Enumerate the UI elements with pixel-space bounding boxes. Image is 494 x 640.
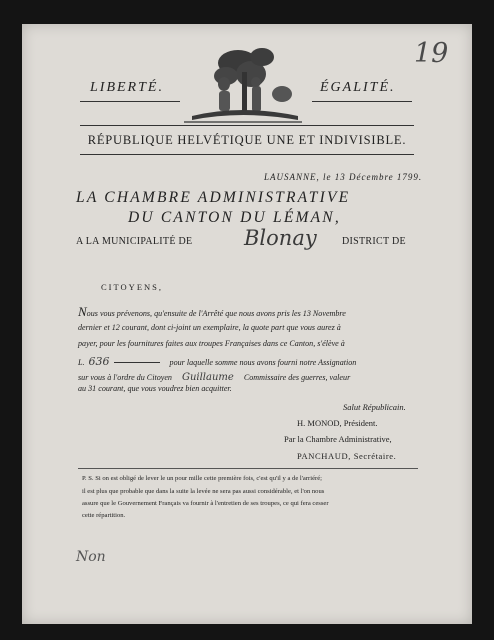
body-line-2: dernier et 12 courant, dont ci-joint un exemplaire, la quote part que vous aurez à <box>78 323 341 332</box>
motto-egalite: ÉGALITÉ. <box>320 80 396 95</box>
body-text: pour laquelle somme nous avons fourni notre Assignation <box>169 358 357 367</box>
canton-title: DU CANTON DU LÉMAN, <box>128 209 341 226</box>
secretary-signature: PANCHAUD, Secrétaire. <box>297 451 397 461</box>
republic-emblem <box>178 44 308 126</box>
postscript-rule <box>78 468 418 469</box>
republic-heading: RÉPUBLIQUE HELVÉTIQUE UNE ET INDIVISIBLE. <box>87 133 407 147</box>
republic-rule-bottom <box>80 154 414 155</box>
motto-underline-left <box>80 101 180 102</box>
postscript-line-3: assure que le Gouvernement Français va fournir à l'entretien de ses troupes, ce qui fera cesser <box>82 500 329 507</box>
amount-value: 636 <box>88 355 110 368</box>
motto-liberte: LIBERTÉ. <box>90 80 164 95</box>
postscript-line-4: cette répartition. <box>82 512 126 519</box>
salutation: CITOYENS, <box>101 282 163 292</box>
currency-prefix: L. <box>78 358 85 367</box>
body-line-1 <box>78 303 346 321</box>
president-signature: H. MONOD, Président. <box>297 418 378 428</box>
postscript-line-1: P. S. Si on est obligé de lever le un pour mille cette première fois, c'est qu'il y a de l'arriéré; <box>82 475 322 482</box>
amount-dash <box>114 362 160 363</box>
folio-number: 19 <box>414 38 449 69</box>
margin-note: Non <box>76 549 106 565</box>
address-suffix: DISTRICT DE <box>342 236 406 247</box>
body-line-3: payer, pour les fournitures faites aux troupes Françaises dans ce Canton, s'élève à <box>78 339 345 348</box>
body-text: ous vous prévenons, qu'ensuite de l'Arrêté que nous avons pris les 13 Novembre <box>86 309 346 318</box>
salut-republicain: Salut Républicain. <box>343 402 406 412</box>
body-line-5 <box>78 367 350 385</box>
place-date: LAUSANNE, le 13 Décembre 1799. <box>264 172 423 182</box>
body-text: sur vous à l'ordre du Citoyen <box>78 373 172 382</box>
motto-underline-right <box>312 101 412 102</box>
citizen-name: Guillaume <box>181 372 234 383</box>
republic-rule-top <box>80 125 414 126</box>
postscript-line-2: il est plus que probable que dans la suite la levée ne sera pas aussi considérable, et l'on nous <box>82 488 325 495</box>
chamber-signature: Par la Chambre Administrative, <box>284 434 392 444</box>
municipality-name: Blonay <box>244 226 317 250</box>
body-initial: N <box>78 304 87 319</box>
body-line-6: au 31 courant, que vous voudrez bien acquitter. <box>78 384 232 393</box>
chamber-title: LA CHAMBRE ADMINISTRATIVE <box>76 189 351 206</box>
body-text: Commissaire des guerres, valeur <box>243 373 351 382</box>
address-prefix: A LA MUNICIPALITÉ DE <box>76 236 193 247</box>
